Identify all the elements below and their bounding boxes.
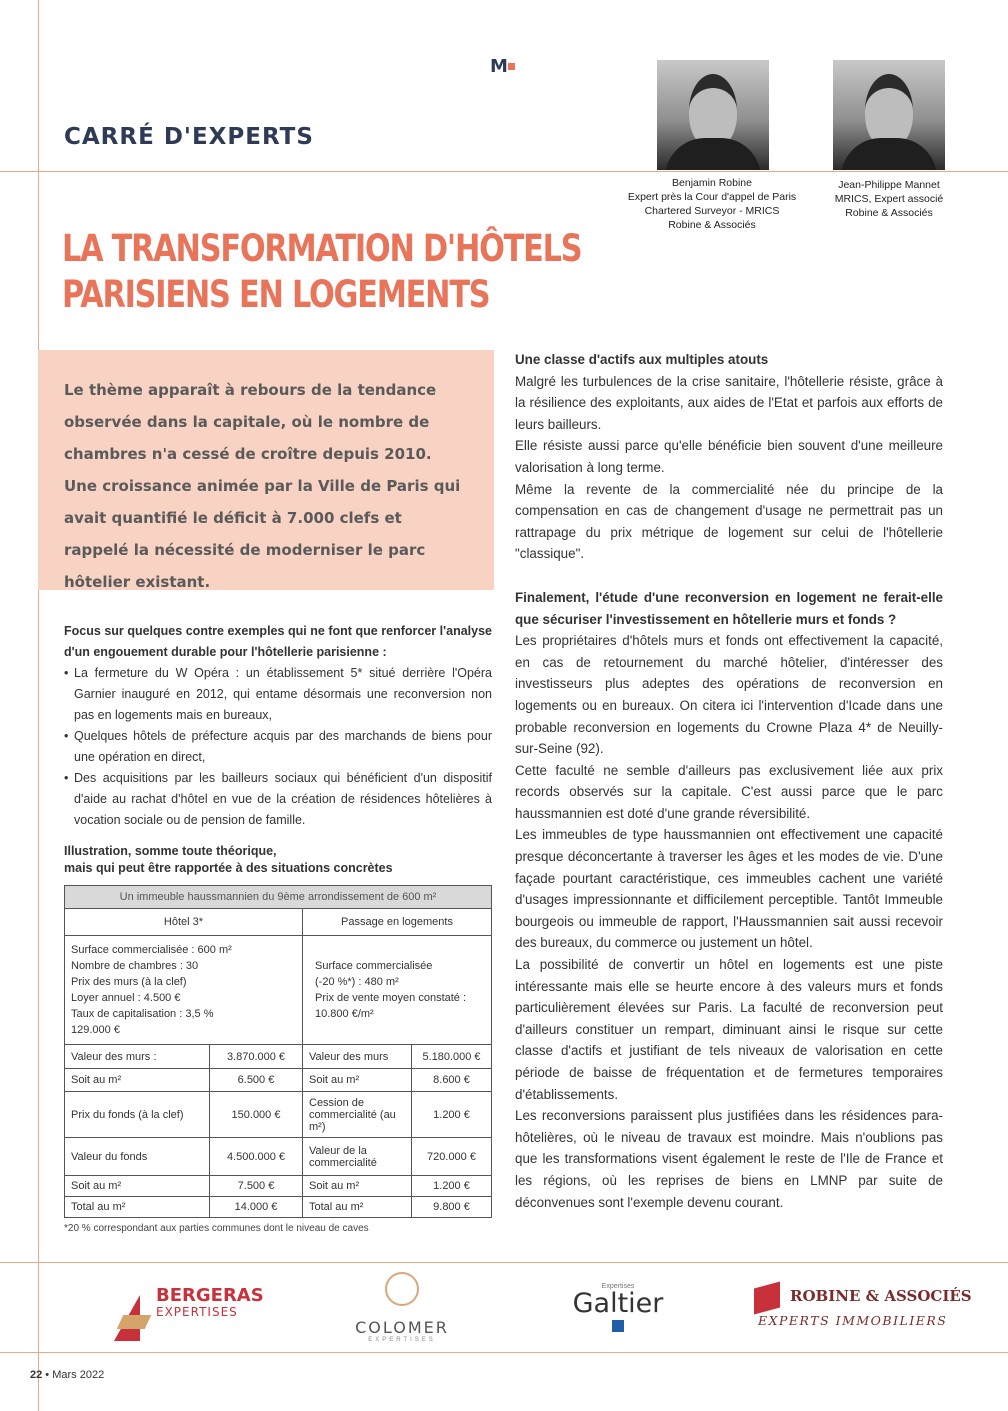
table-cell: 14.000 € bbox=[210, 1197, 303, 1218]
header-rule bbox=[0, 171, 1008, 172]
subheading: Finalement, l'étude d'une reconversion en logement ne ferait-elle que sécuriser l'investissement en hôtellerie murs et fonds ? bbox=[515, 589, 943, 627]
partners-top-rule bbox=[0, 1262, 1008, 1263]
table-cell: 4.500.000 € bbox=[210, 1138, 303, 1176]
table-cell: Valeur des murs bbox=[303, 1045, 412, 1069]
expert-caption-1 bbox=[612, 176, 812, 232]
table-header-hotel: Hôtel 3* bbox=[65, 909, 303, 936]
table-cell: Total au m² bbox=[303, 1197, 412, 1218]
cube-icon bbox=[754, 1282, 780, 1315]
table-cell: 3.870.000 € bbox=[210, 1045, 303, 1069]
table-cell: 9.800 € bbox=[412, 1197, 492, 1218]
paragraph: Elle résiste aussi parce qu'elle bénéficie bien souvent d'une meilleure valorisation à long terme. bbox=[515, 438, 943, 475]
g-square-icon bbox=[612, 1320, 624, 1332]
expert-role: Chartered Surveyor - MRICS bbox=[644, 205, 780, 217]
expert-role: MRICS, Expert associé bbox=[834, 193, 944, 205]
logement-specs: Surface commercialisée (-20 %*) : 480 m² Prix de vente moyen constaté : 10.800 €/m² bbox=[303, 936, 492, 1045]
table-cell: Valeur du fonds bbox=[65, 1138, 210, 1176]
ring-icon bbox=[385, 1272, 419, 1306]
expert-photo-1 bbox=[657, 60, 769, 170]
table-cell: Soit au m² bbox=[65, 1069, 210, 1092]
table-cell: 5.180.000 € bbox=[412, 1045, 492, 1069]
focus-block bbox=[64, 621, 492, 831]
expert-name: Benjamin Robine bbox=[672, 177, 752, 189]
list-item: • La fermeture du W Opéra : un établissement 5* situé derrière l'Opéra Garnier inauguré en 2012, qui entame désormais une reconversion non pas en logements mais en bureaux, bbox=[64, 663, 492, 726]
focus-intro: Focus sur quelques contre exemples qui ne font que renforcer l'analyse d'un engouement durable pour l'hôtellerie parisienne : bbox=[64, 624, 492, 659]
page-number: 22 bbox=[30, 1369, 43, 1381]
page-footer: 22 • Mars 2022 bbox=[30, 1369, 105, 1381]
table-cell: 6.500 € bbox=[210, 1069, 303, 1092]
table-footnote: *20 % correspondant aux parties communes dont le niveau de caves bbox=[64, 1223, 369, 1234]
expert-name: Jean-Philippe Mannet bbox=[838, 179, 940, 191]
expert-firm: Robine & Associés bbox=[845, 207, 933, 219]
table-cell: 7.500 € bbox=[210, 1176, 303, 1197]
expert-caption-2 bbox=[808, 178, 970, 220]
subheading: Une classe d'actifs aux multiples atouts bbox=[515, 352, 769, 367]
paragraph: Même la revente de la commercialité née du principe de la compensation en cas de changement d'usage ne permettrait pas un rattrapage du prix métrique de logement sur celui de l'hôtellerie "classique". bbox=[515, 481, 943, 562]
table-cell: Soit au m² bbox=[303, 1069, 412, 1092]
article-body bbox=[515, 349, 943, 1213]
table-cell: Soit au m² bbox=[303, 1176, 412, 1197]
table-cell: 150.000 € bbox=[210, 1092, 303, 1138]
section-title: CARRÉ D'EXPERTS bbox=[64, 124, 314, 150]
paragraph: Les propriétaires d'hôtels murs et fonds ont effectivement la capacité, en cas de retournement du marché hôtelier, d'intéresser des investisseurs plus adeptes des opérations de reconversion en logements ou en bureaux. On citera ici l'intervention d'Icade dans une probable reconversion en logements du Crowne Plaza 4* de Neuilly-sur-Seine (92). bbox=[515, 633, 943, 757]
table-cell: 720.000 € bbox=[412, 1138, 492, 1176]
list-item: • Des acquisitions par les bailleurs sociaux qui bénéficient d'un dispositif d'aide au rachat d'hôtel en vue de la création de résidences hôtelières à vocation sociale ou de pension de famille. bbox=[64, 768, 492, 831]
table-cell: Cession de commercialité (au m²) bbox=[303, 1092, 412, 1138]
lead-paragraph: Le thème apparaît à rebours de la tendance observée dans la capitale, où le nombre de chambres n'a cessé de croître depuis 2010. Une croissance animée par la Ville de Paris qui avait quantifié le déficit à 7.000 clefs et rappelé la nécessité de moderniser le parc hôtelier existant. bbox=[64, 381, 461, 591]
paragraph: Les reconversions paraissent plus justifiées dans les résidences para-hôtelières, où le niveau de travaux est moindre. Mais n'oublions pas que les transformations visent également le reste de l'Ile de France et les régions, où les reprises de biens en LMNP par suite de déconvenues sont l'exemple devenu courant. bbox=[515, 1108, 943, 1210]
table-header-logements: Passage en logements bbox=[303, 909, 492, 936]
issue-date: Mars 2022 bbox=[52, 1369, 105, 1381]
magazine-logo: M bbox=[490, 56, 515, 77]
illustration-heading: Illustration, somme toute théorique, mais qui peut être rapportée à des situations concrètes bbox=[64, 844, 393, 875]
table-cell: Total au m² bbox=[65, 1197, 210, 1218]
table-caption: Un immeuble haussmannien du 9ème arrondissement de 600 m² bbox=[65, 886, 492, 909]
left-margin-rule bbox=[38, 0, 39, 1411]
partners-bottom-rule bbox=[0, 1352, 1008, 1353]
expert-role: Expert près la Cour d'appel de Paris bbox=[627, 191, 797, 203]
table-cell: 8.600 € bbox=[412, 1069, 492, 1092]
expert-photo-2 bbox=[833, 60, 945, 170]
colomer-logo: COLOMER EXPERTISES bbox=[352, 1272, 452, 1343]
paragraph: Malgré les turbulences de la crise sanitaire, l'hôtellerie résiste, grâce à la résilience des exploitants, aux aides de l'Etat et parfois aux efforts de leurs bailleurs. bbox=[515, 373, 943, 432]
paragraph: La possibilité de convertir un hôtel en logements est une piste intéressante mais elle se heurte encore à des valeurs murs et fonds particulièrement élevées sur Paris. La faculté de reconversion peut d'ailleurs constituer un rempart, diminuant ainsi le risque sur cette classe d'actifs et justifiant de tels niveaux de valorisation en cette période de baisse de fréquentation et de fermetures temporaires d'établissements. bbox=[515, 957, 943, 1102]
table-cell: Valeur de la commercialité bbox=[303, 1138, 412, 1176]
focus-list bbox=[64, 663, 492, 831]
table-cell: 1.200 € bbox=[412, 1092, 492, 1138]
paragraph: Les immeubles de type haussmannien ont effectivement une capacité presque déconcertante à traverser les âges et les modes de vie. D'une façade pourtant caractéristique, ces immeubles cachent une variété d'usages impressionnante et difficilement perceptible. Tantôt Immeuble bourgeois ou immeuble de rapport, l'Haussmannien sait aussi recevoir des bureaux, du commerce ou justement un hôtel. bbox=[515, 827, 943, 951]
valuation-table bbox=[64, 885, 492, 1218]
expert-firm: Robine & Associés bbox=[668, 219, 756, 231]
table-cell: Soit au m² bbox=[65, 1176, 210, 1197]
table-cell: Prix du fonds (à la clef) bbox=[65, 1092, 210, 1138]
article-title: LA TRANSFORMATION D'HÔTELS PARISIENS EN LOGEMENTS bbox=[62, 227, 582, 316]
paragraph: Cette faculté ne semble d'ailleurs pas exclusivement liée aux prix records observés sur la capitale. C'est aussi parce que le parc haussmannien est doté d'une grande réversibilité. bbox=[515, 762, 943, 821]
galtier-logo: Expertises Galtier bbox=[568, 1283, 668, 1332]
table-cell: Valeur des murs : bbox=[65, 1045, 210, 1069]
list-item: • Quelques hôtels de préfecture acquis par des marchands de biens pour une opération en direct, bbox=[64, 726, 492, 768]
hotel-specs: Surface commercialisée : 600 m² Nombre de chambres : 30 Prix des murs (à la clef) Loyer annuel : 4.500 € Taux de capitalisation : 3,5 % 129.000 € bbox=[65, 936, 303, 1045]
table-cell: 1.200 € bbox=[412, 1176, 492, 1197]
